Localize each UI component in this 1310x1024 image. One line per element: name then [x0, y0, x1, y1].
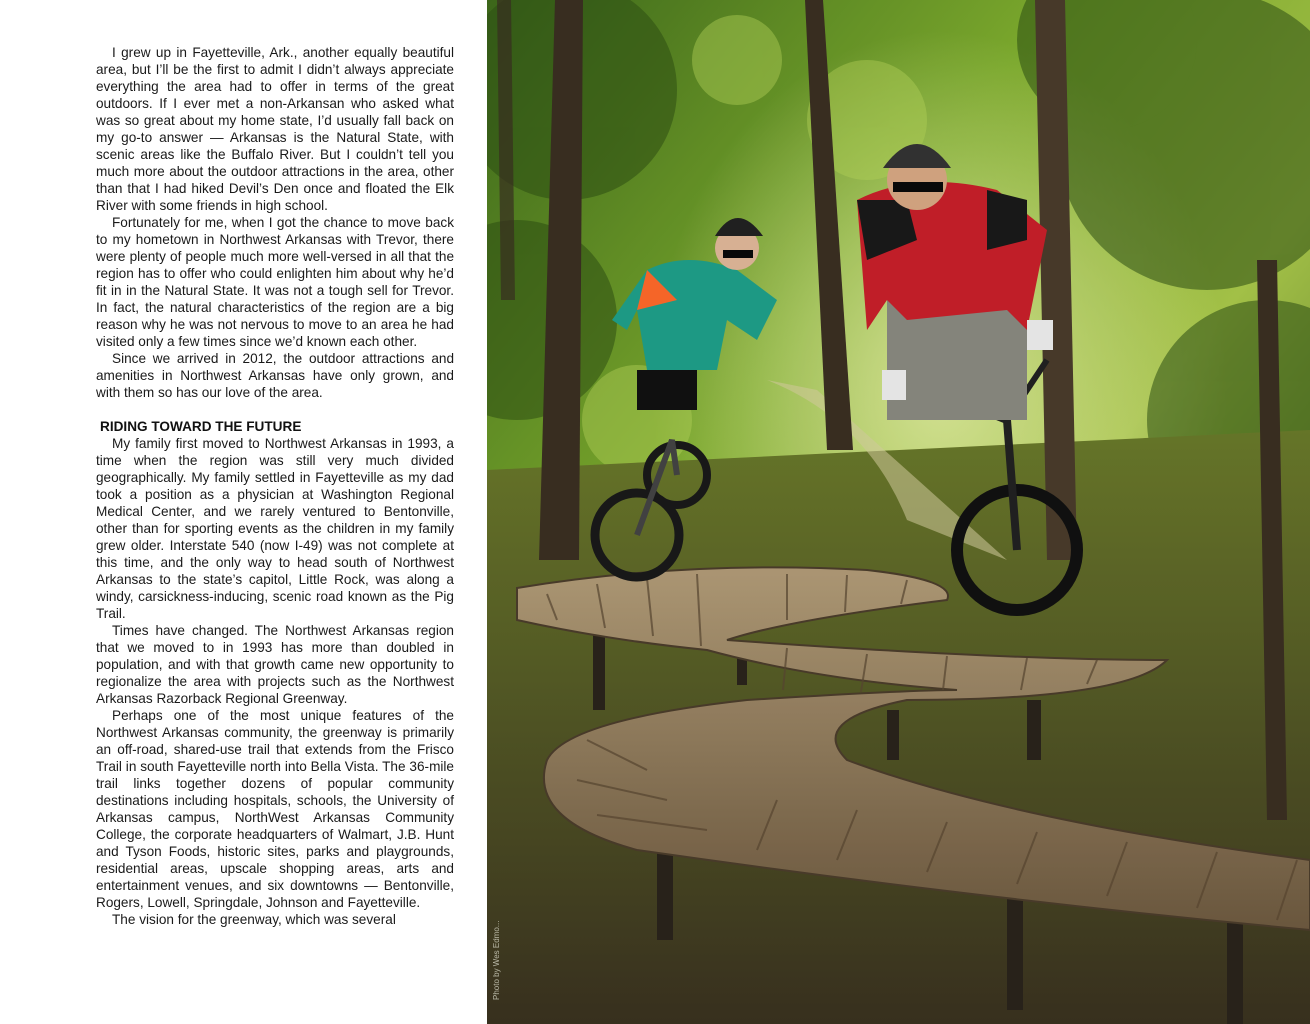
paragraph: Since we arrived in 2012, the outdoor attractions and amenities in Northwest Arkansas have only grown, and with them so has our love of the area. [96, 351, 454, 400]
paragraph: The vision for the greenway, which was several [112, 912, 396, 927]
mountain-bike-photo [487, 0, 1310, 1024]
paragraph: My family first moved to Northwest Arkansas in 1993, a time when the region was still very much divided geographically. My family settled in Fayetteville as my dad took a position as a physician at Washington Regional Medical Center, and we rarely ventured to Bentonville, other than for sporting events as the children in my family grew older. Interstate 540 (now I-49) was not complete at this time, and the only way to head south of Northwest Arkansas to the state’s capitol, Little Rock, was along a windy, carsickness-inducing, scenic road known as the Pig Trail. [96, 436, 454, 621]
section-heading: RIDING TOWARD THE FUTURE [100, 419, 302, 434]
photo-credit-text: Photo by Wes Edmo... [492, 920, 501, 1000]
photo-credit [489, 850, 505, 1000]
paragraph: Perhaps one of the most unique features of the Northwest Arkansas community, the greenway is primarily an off-road, shared-use trail that extends from the Frisco Trail in south Fayetteville north into Bella Vista. The 36-mile trail links together dozens of popular community destinations including hospitals, schools, the University of Arkansas campus, NorthWest Arkansas Community College, the corporate headquarters of Walmart, J.B. Hunt and Tyson Foods, historic sites, parks and playgrounds, residential areas, upscale shopping areas, arts and entertainment venues, and six downtowns — Bentonville, Rogers, Lowell, Springdale, Johnson and Fayetteville. [96, 708, 454, 910]
article-column [96, 44, 454, 928]
paragraph: I grew up in Fayetteville, Ark., another equally beautiful area, but I’ll be the first to admit I didn’t always appreciate everything the area had to offer in terms of the great outdoors. If I ever met a non-Arkansan who asked what was so great about my home state, I’d usually fall back on my go-to answer — Arkansas is the Natural State, with scenic areas like the Buffalo River. But I couldn’t tell you much more about the outdoor attractions in the area, other than that I had hiked Devil’s Den once and floated the Elk River with some friends in high school. [96, 45, 454, 213]
paragraph: Fortunately for me, when I got the chance to move back to my hometown in Northwest Arkansas with Trevor, there were plenty of people much more well-versed in all that the region has to offer who could enlighten him about why he’d fit in in the Natural State. It was not a tough sell for Trevor. In fact, the natural characteristics of the region are a big reason why he was not nervous to move to an area he had visited only a few times since we’d known each other. [96, 215, 454, 349]
paragraph: Times have changed. The Northwest Arkansas region that we moved to in 1993 has more than doubled in population, and with that growth came new opportunity to regionalize the area with projects such as the Northwest Arkansas Razorback Regional Greenway. [96, 623, 454, 706]
